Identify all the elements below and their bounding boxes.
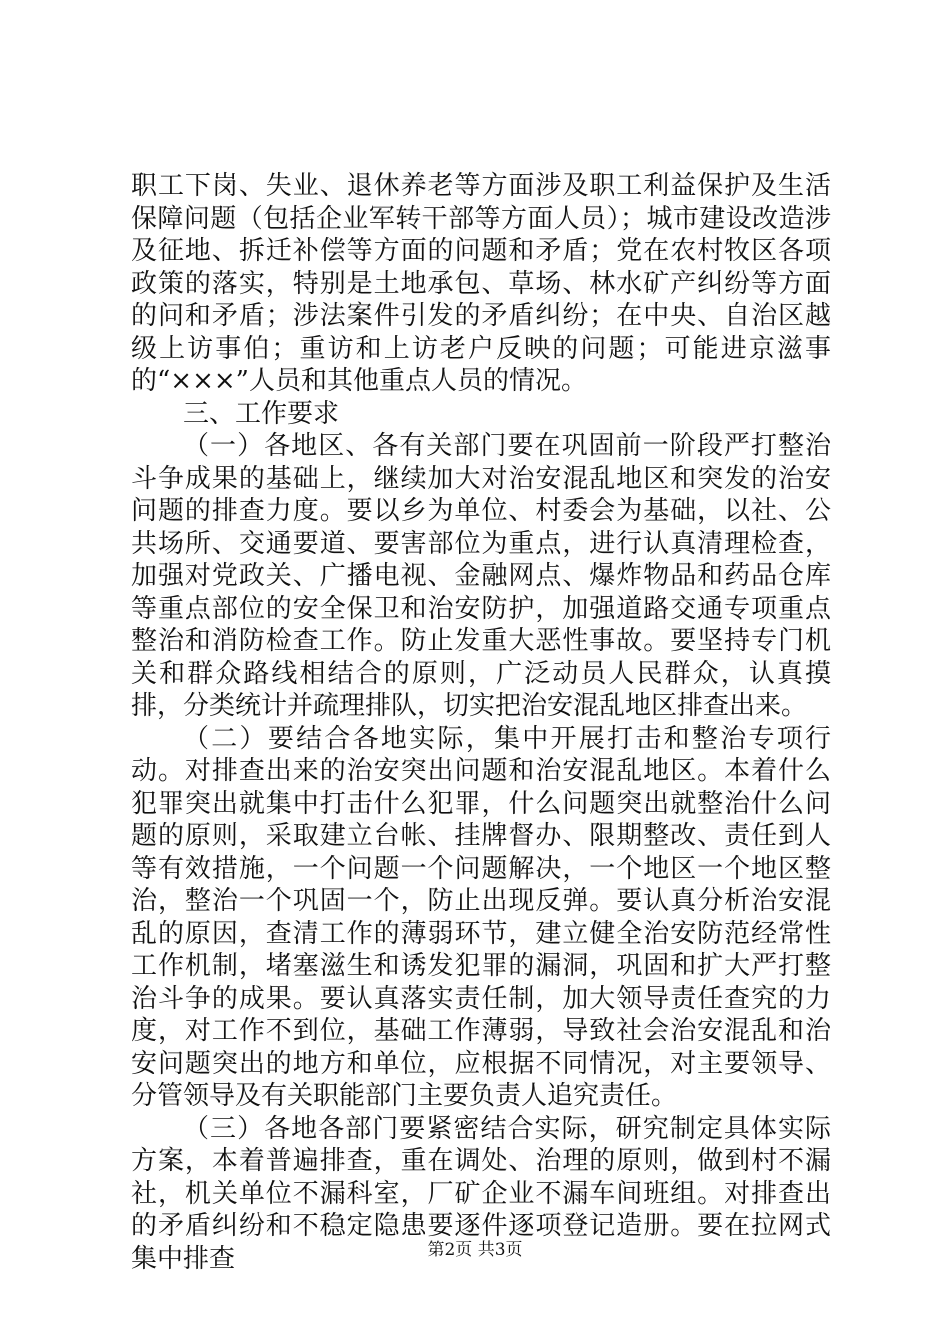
document-body (131, 170, 831, 1275)
paragraph-continued: 职工下岗、失业、退休养老等方面涉及职工利益保护及生活保障问题（包括企业军转干部等方面人员）；城市建设改造涉及征地、拆迁补偿等方面的问题和矛盾；党在农村牧区各项政策的落实，特别是土地承包、草场、林水矿产纠纷等方面的问和矛盾；涉法案件引发的矛盾纠纷；在中央、自治区越级上访事伯；重访和上访老户反映的问题；可能进京滋事的“×××”人员和其他重点人员的情况。 (131, 171, 831, 396)
paragraph-item-3: （三）各地各部门要紧密结合实际，研究制定具体实际方案，本着普遍排查，重在调处、治理的原则，做到村不漏社，机关单位不漏科室，厂矿企业不漏车间班组。对排查出的矛盾纠纷和不稳定隐患要逐件逐项登记造册。要在拉网式集中排查 (131, 1113, 831, 1274)
paragraph-item-2: （二）要结合各地实际，集中开展打击和整治专项行动。对排查出来的治安突出问题和治安混乱地区。本着什么犯罪突出就集中打击什么犯罪，什么问题突出就整治什么问题的原则，采取建立台帐、挂牌督办、限期整改、责任到人等有效措施，一个问题一个问题解决，一个地区一个地区整治，整治一个巩固一个，防止出现反弹。要认真分析治安混乱的原因，查清工作的薄弱环节，建立健全治安防范经常性工作机制，堵塞滋生和诱发犯罪的漏洞，巩固和扩大严打整治斗争的成果。要认真落实责任制，加大领导责任查究的力度，对工作不到位，基础工作薄弱，导致社会治安混乱和治安问题突出的地方和单位，应根据不同情况，对主要领导、分管领导及有关职能部门主要负责人追究责任。 (131, 723, 831, 1111)
page-number-label: 第2页 共3页 (427, 1240, 523, 1260)
paragraph-item-1: （一）各地区、各有关部门要在巩固前一阶段严打整治斗争成果的基础上，继续加大对治安混乱地区和突发的治安问题的排查力度。要以乡为单位、村委会为基础，以社、公共场所、交通要道、要害部位为重点，进行认真清理检查，加强对党政关、广播电视、金融网点、爆炸物品和药品仓库等重点部位的安全保卫和治安防护，加强道路交通专项重点整治和消防检查工作。防止发重大恶性事故。要坚持专门机关和群众路线相结合的原则，广泛动员人民群众，认真摸排，分类统计并疏理排队，切实把治安混乱地区排查出来。 (131, 431, 831, 721)
section-heading-work-requirements: 三、工作要求 (183, 398, 340, 429)
page-footer (0, 1239, 950, 1261)
